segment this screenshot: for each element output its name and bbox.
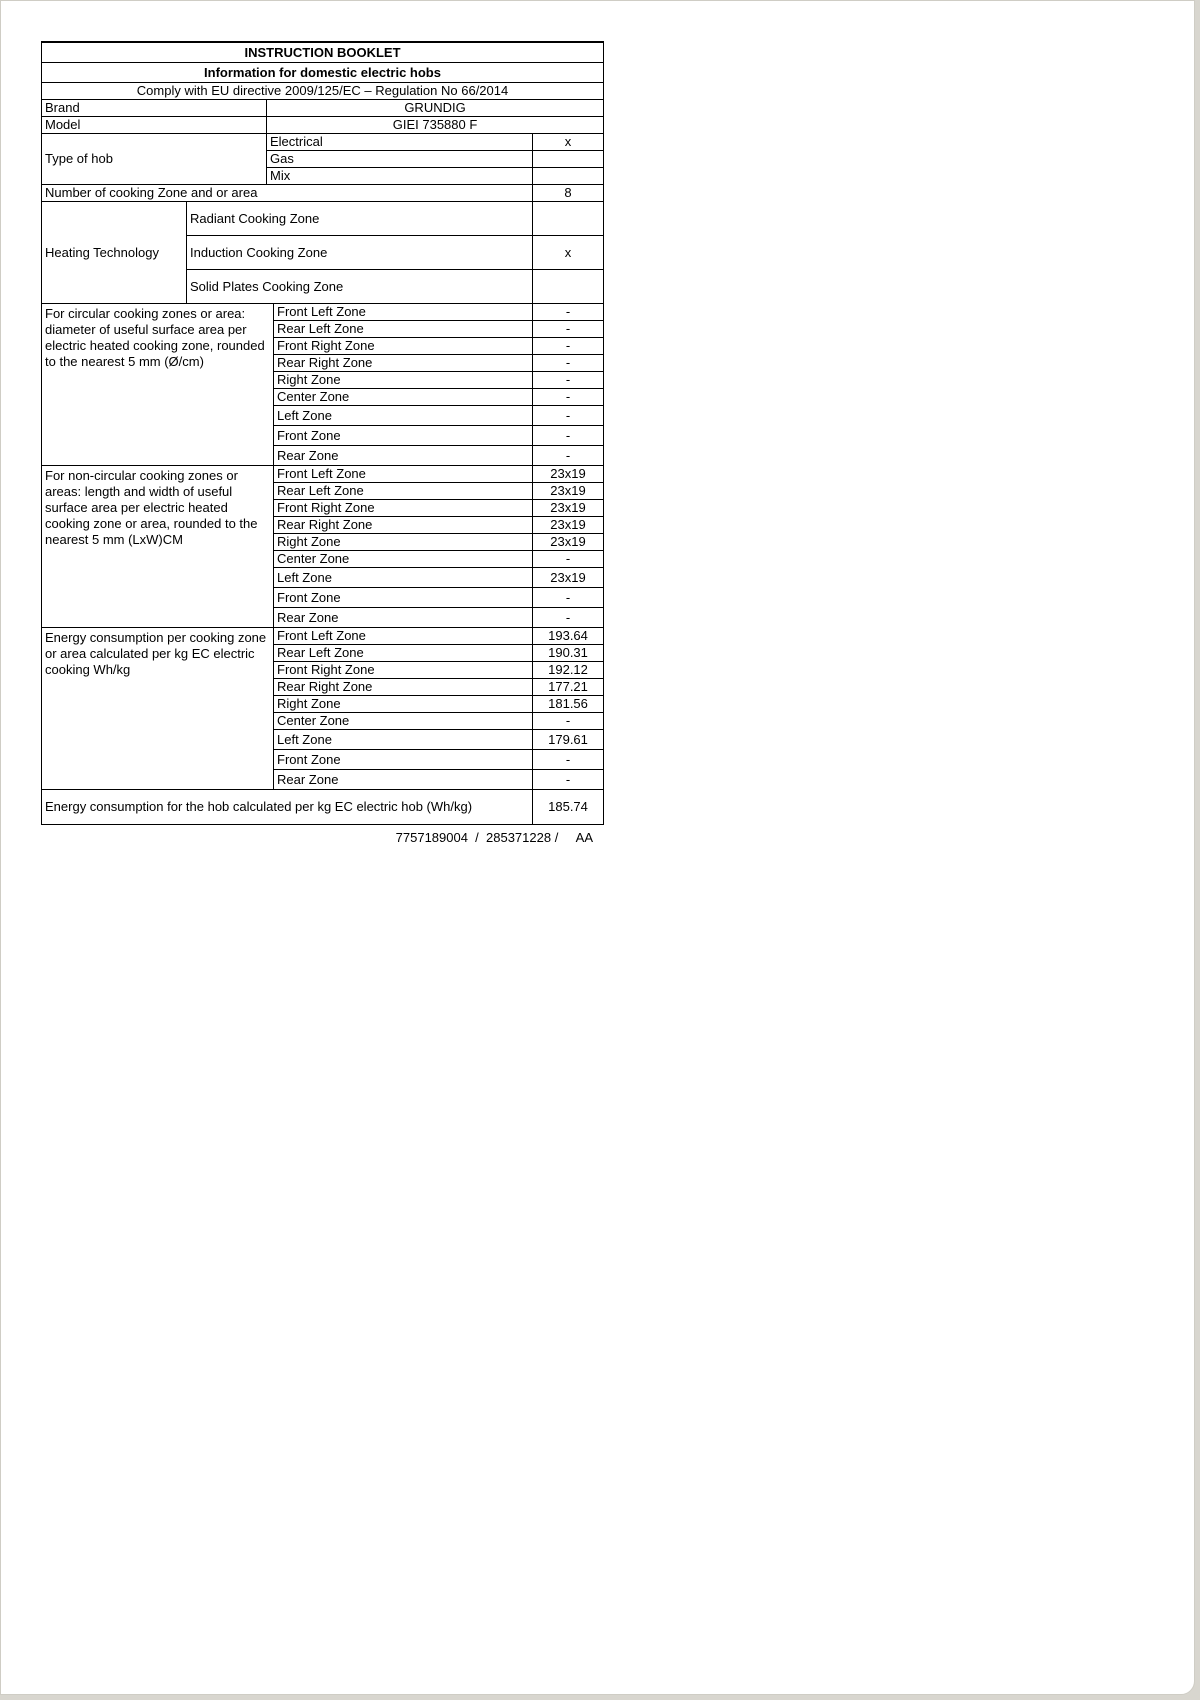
table-row [42, 304, 604, 321]
zone-name: Front Left Zone [274, 628, 533, 645]
zone-value: 23x19 [533, 483, 604, 500]
zone-value: 23x19 [533, 500, 604, 517]
zone-name: Right Zone [274, 372, 533, 389]
heating-type-value: x [533, 236, 604, 270]
zone-value: 193.64 [533, 628, 604, 645]
zone-value: - [533, 426, 604, 446]
heating-technology-label: Heating Technology [42, 202, 187, 304]
zones-count-value: 8 [533, 185, 604, 202]
energy-per-zone-label: Energy consumption per cooking zone or area calculated per kg EC electric cooking Wh/kg [42, 628, 274, 790]
zone-name: Left Zone [274, 568, 533, 588]
zone-value: - [533, 304, 604, 321]
zones-count-label: Number of cooking Zone and or area [42, 185, 533, 202]
zone-name: Front Left Zone [274, 304, 533, 321]
zone-name: Front Left Zone [274, 466, 533, 483]
zone-value: 192.12 [533, 662, 604, 679]
hob-type-label: Gas [267, 151, 533, 168]
zone-name: Center Zone [274, 389, 533, 406]
zone-value: - [533, 338, 604, 355]
zone-name: Front Right Zone [274, 500, 533, 517]
zone-name: Rear Left Zone [274, 483, 533, 500]
zone-name: Right Zone [274, 534, 533, 551]
heating-type-label: Induction Cooking Zone [187, 236, 533, 270]
zone-value: 23x19 [533, 568, 604, 588]
hob-info-table [41, 41, 604, 825]
zone-value: - [533, 588, 604, 608]
zone-value: 177.21 [533, 679, 604, 696]
heating-type-label: Solid Plates Cooking Zone [187, 270, 533, 304]
zone-value: - [533, 446, 604, 466]
zone-name: Rear Left Zone [274, 321, 533, 338]
table-row [42, 628, 604, 645]
zone-name: Front Zone [274, 588, 533, 608]
zone-value: - [533, 355, 604, 372]
hob-energy-value: 185.74 [533, 790, 604, 825]
zone-value: - [533, 389, 604, 406]
zone-value: - [533, 406, 604, 426]
hob-type-value [533, 151, 604, 168]
info-sheet [41, 41, 603, 845]
type-of-hob-label: Type of hob [42, 134, 267, 185]
zone-name: Left Zone [274, 406, 533, 426]
zone-value: - [533, 551, 604, 568]
zone-value: 181.56 [533, 696, 604, 713]
heating-type-label: Radiant Cooking Zone [187, 202, 533, 236]
zone-name: Front Zone [274, 750, 533, 770]
zone-name: Front Right Zone [274, 338, 533, 355]
zone-name: Rear Right Zone [274, 355, 533, 372]
zone-value: - [533, 713, 604, 730]
heating-type-value [533, 202, 604, 236]
directive-text: Comply with EU directive 2009/125/EC – Regulation No 66/2014 [42, 83, 604, 100]
brand-value: GRUNDIG [267, 100, 604, 117]
table-row [42, 466, 604, 483]
zone-name: Rear Left Zone [274, 645, 533, 662]
model-label: Model [42, 117, 267, 134]
zone-value: - [533, 750, 604, 770]
booklet-subtitle: Information for domestic electric hobs [42, 63, 604, 83]
hob-type-label: Electrical [267, 134, 533, 151]
zone-name: Center Zone [274, 713, 533, 730]
footer-code: 7757189004 / 285371228 / AA [395, 830, 593, 845]
zone-value: - [533, 770, 604, 790]
zone-name: Rear Zone [274, 608, 533, 628]
non-circular-zones-label: For non-circular cooking zones or areas: length and width of useful surface area per electric heated cooking zone or area, rounded to the nearest 5 mm (LxW)CM [42, 466, 274, 628]
hob-type-value [533, 168, 604, 185]
zone-name: Rear Right Zone [274, 679, 533, 696]
zone-name: Front Zone [274, 426, 533, 446]
zone-value: 23x19 [533, 517, 604, 534]
model-value: GIEI 735880 F [267, 117, 604, 134]
zone-value: 190.31 [533, 645, 604, 662]
zone-name: Rear Zone [274, 770, 533, 790]
booklet-title: INSTRUCTION BOOKLET [42, 42, 604, 63]
zone-name: Rear Right Zone [274, 517, 533, 534]
hob-energy-label: Energy consumption for the hob calculated per kg EC electric hob (Wh/kg) [42, 790, 533, 825]
zone-value: - [533, 608, 604, 628]
heating-type-value [533, 270, 604, 304]
zone-value: - [533, 321, 604, 338]
zone-name: Left Zone [274, 730, 533, 750]
hob-type-label: Mix [267, 168, 533, 185]
zone-name: Rear Zone [274, 446, 533, 466]
zone-value: 23x19 [533, 466, 604, 483]
zone-value: 23x19 [533, 534, 604, 551]
zone-name: Right Zone [274, 696, 533, 713]
table-body [42, 42, 604, 825]
zone-name: Front Right Zone [274, 662, 533, 679]
zone-value: - [533, 372, 604, 389]
circular-zones-label: For circular cooking zones or area: diameter of useful surface area per electric heated cooking zone, rounded to the nearest 5 mm (Ø/cm) [42, 304, 274, 466]
zone-name: Center Zone [274, 551, 533, 568]
zone-value: 179.61 [533, 730, 604, 750]
hob-type-value: x [533, 134, 604, 151]
brand-label: Brand [42, 100, 267, 117]
